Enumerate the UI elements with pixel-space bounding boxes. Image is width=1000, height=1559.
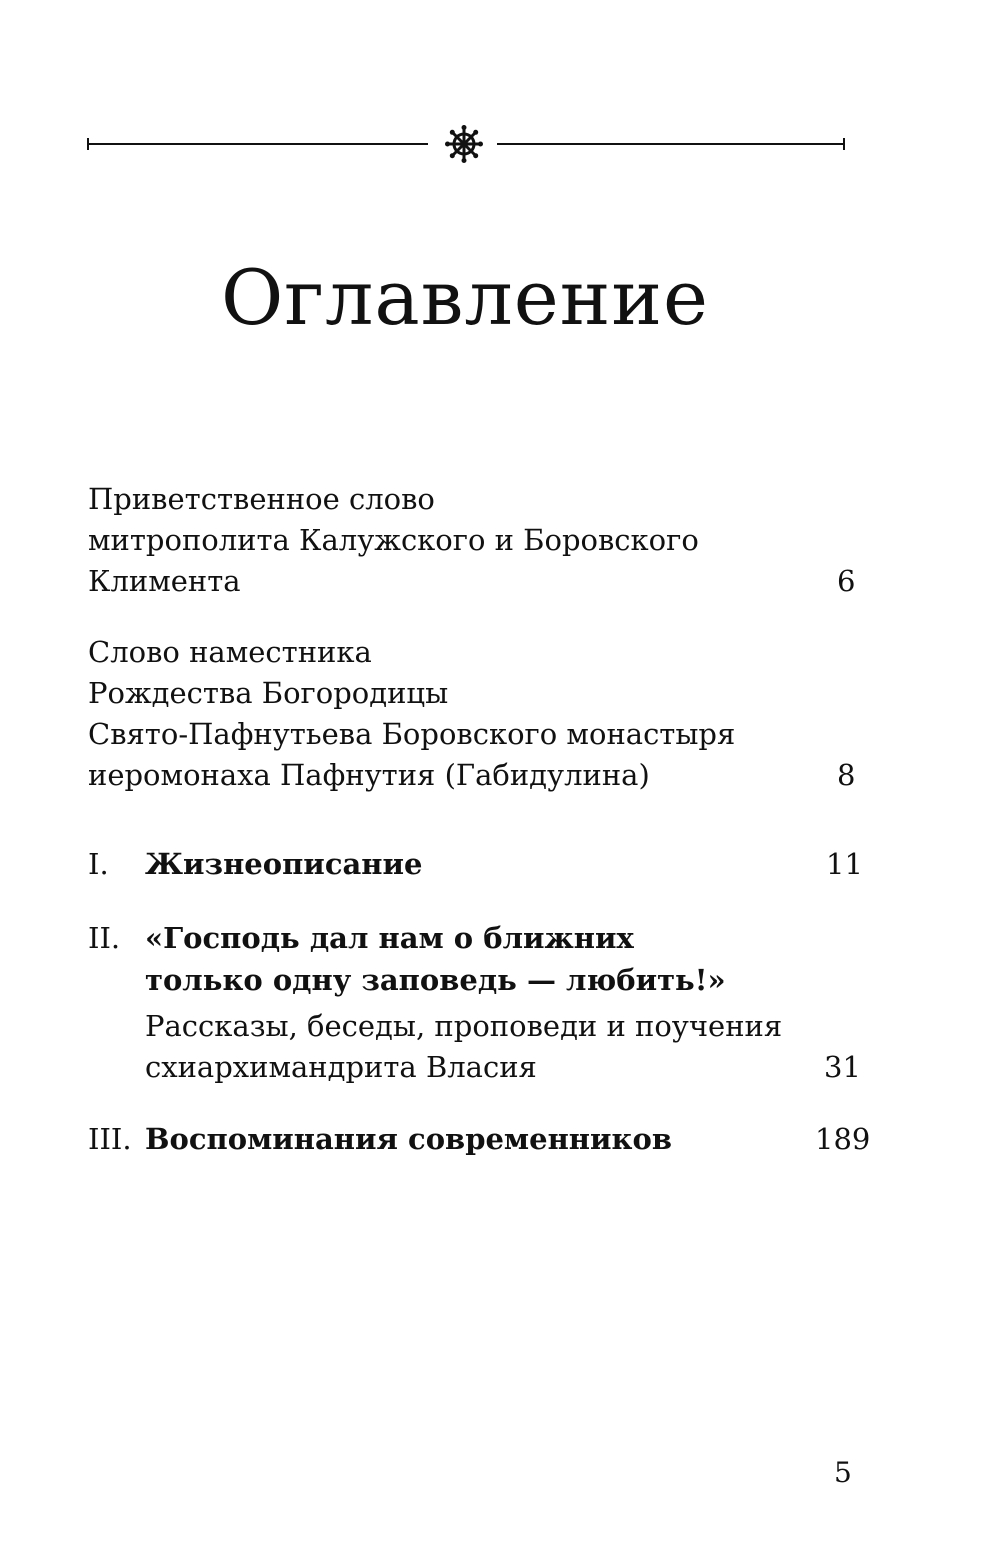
ornament-rule-left (88, 143, 428, 145)
toc-entry1-line2: митрополита Калужского и Боровского (88, 523, 699, 557)
wheel-ornament-icon (444, 124, 484, 164)
toc-entry2-line1: Слово наместника (88, 635, 372, 669)
toc-entry1-page: 6 (837, 564, 856, 598)
toc-chapter2-title-line1: «Господь дал нам о ближних (145, 921, 634, 955)
toc-entry1-line3: Климента (88, 564, 241, 598)
page-title: Оглавление (220, 253, 710, 342)
page-number: 5 (834, 1456, 852, 1489)
toc-chapter2-title-line2: только одну заповедь — любить!» (145, 963, 726, 997)
toc-chapter3-title: Воспоминания современников (145, 1122, 672, 1156)
toc-chapter2-subtitle-line2: схиархимандрита Власия (145, 1050, 537, 1084)
toc-chapter3-page: 189 (815, 1122, 871, 1156)
toc-entry2-line4: иеромонаха Пафнутия (Габидулина) (88, 758, 650, 792)
toc-chapter3-numeral: III. (88, 1122, 132, 1156)
toc-chapter2-page: 31 (824, 1050, 861, 1084)
toc-chapter1-title: Жизнеописание (145, 847, 423, 881)
ornament-rule-right (497, 143, 844, 145)
toc-chapter2-numeral: II. (88, 921, 121, 955)
toc-entry2-line2: Рождества Богородицы (88, 676, 449, 710)
toc-entry2-page: 8 (837, 758, 856, 792)
toc-chapter2-subtitle-line1: Рассказы, беседы, проповеди и поучения (145, 1009, 783, 1043)
toc-chapter1-page: 11 (826, 847, 863, 881)
toc-entry1-line1: Приветственное слово (88, 482, 435, 516)
rule-end-right (843, 138, 845, 150)
toc-entry2-line3: Свято-Пафнутьева Боровского монастыря (88, 717, 736, 751)
toc-chapter1-numeral: I. (88, 847, 109, 881)
